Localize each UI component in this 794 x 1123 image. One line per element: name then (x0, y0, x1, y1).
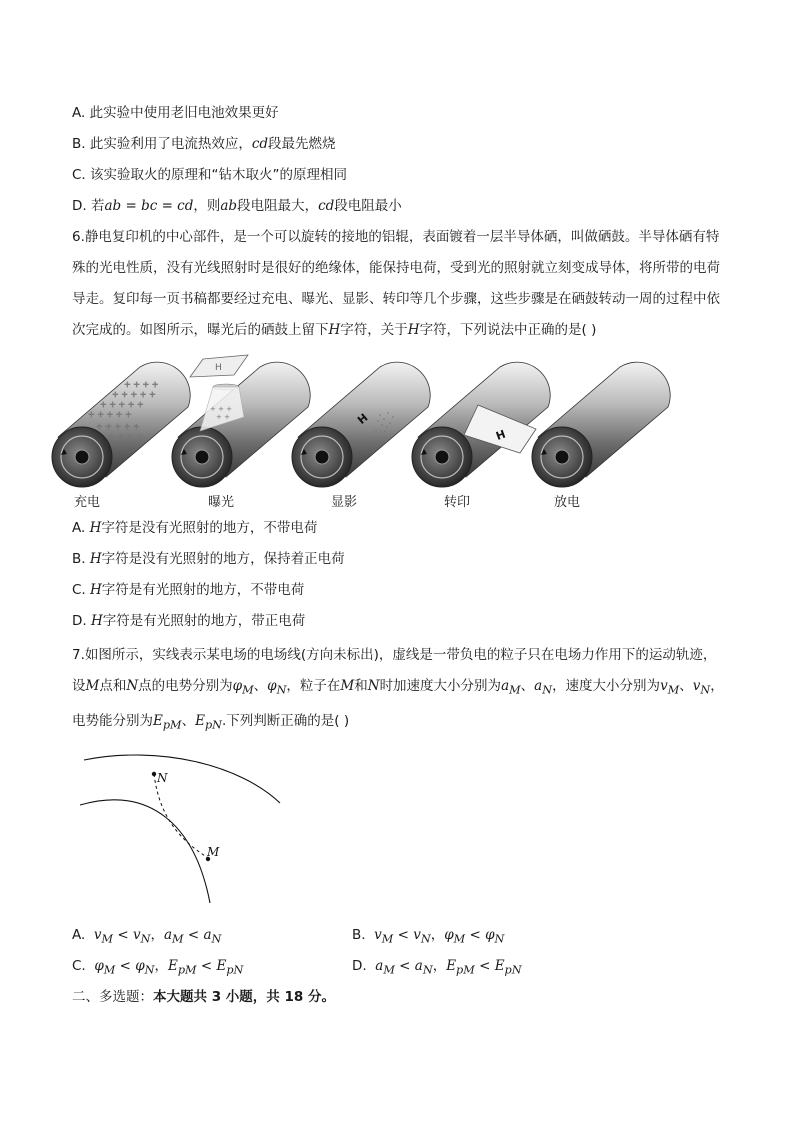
q6-stem-h: H (328, 322, 341, 338)
q7-option-c: C. $\varphi_M < \varphi_N$，$E_{pM} < E_{pN}$ (72, 958, 244, 977)
q7-stem (72, 640, 724, 740)
q7-stem-ep-n: E (195, 712, 205, 729)
q6-option-d-text: 字符是有光照射的地方，带正电荷 (102, 613, 306, 629)
svg-text:+ + + + +: + + + + + (100, 400, 144, 409)
q6-option-b (72, 549, 345, 569)
q6-option-a (72, 518, 317, 538)
q6-stem-text2: 字符，关于 (340, 322, 408, 338)
q6-option-c-text: 字符是有光照射的地方，不带电荷 (101, 582, 305, 598)
section-2-bold: 本大题共 3 小题，共 18 分。 (153, 989, 335, 1005)
q6-stem-text: 6.静电复印机的中心部件，是一个可以旋转的接地的铝辊，表面镀着一层半导体硒，叫做硒鼓。半导体硒有特殊的光电性质，没有光线照射时是很好的绝缘体，能保持电荷，受到光的照射就立刻变成导体，将所带的电荷导走。复印每一页书稿都要经过充电、曝光、显影、转印等几个步骤，这些步骤是在硒鼓转动一周的过程中依次完成的。如图所示，曝光后的硒鼓上留下 (72, 229, 720, 338)
svg-text:+ + + + +: + + + + + (112, 390, 156, 399)
q7-stem-phi-m: φ (232, 678, 243, 694)
svg-text:+ + + + +: + + + + + (88, 410, 132, 419)
drum-develop (292, 354, 430, 487)
q5-option-d-text2: ，则 (193, 198, 221, 214)
step-label-charge: 充电 (74, 495, 101, 510)
q7-stem-text1: 7.如图所示，实线表示某电场的电场线(方向未标出)，虚线是一带负电的粒子只在电场力作用下的运动轨迹，设 (72, 647, 717, 694)
q5-option-c: C. 该实验取火的原理和“钻木取火”的原理相同 (72, 167, 347, 183)
q7-stem-ep-m-sub: pM (162, 718, 182, 732)
drum-discharge (532, 354, 670, 487)
drum-charge (52, 354, 190, 487)
q7-option-a: A. $v_M < v_N$，$a_M < a_N$ (72, 927, 222, 946)
label-n: N (157, 771, 168, 785)
step-label-transfer: 转印 (444, 495, 471, 510)
step-label-discharge: 放电 (554, 495, 581, 510)
q6-option-b-letter: B. (72, 551, 90, 567)
q5-option-d-cd: cd (318, 198, 335, 214)
q6-option-a-text: 字符是没有光照射的地方，不带电荷 (101, 520, 318, 536)
q7-stem-ep-m: E (153, 712, 163, 729)
drum-exposure (172, 354, 310, 487)
q7-stem-n2: N (367, 678, 380, 694)
q7-stem-sep1: 、 (253, 678, 268, 694)
q7-stem-phi-n-sub: N (276, 683, 287, 697)
field-line-top (84, 755, 280, 803)
q6-option-b-h: H (89, 551, 102, 567)
section-2-heading (72, 987, 335, 1007)
q7-stem-a-m: a (501, 678, 510, 694)
q5-option-d (72, 196, 402, 216)
q5-option-d-text4: 段电阻最小 (334, 198, 402, 214)
trajectory-dashed (154, 774, 210, 859)
q7-stem-v-m: v (660, 678, 668, 694)
q6-option-d-h: H (90, 613, 103, 629)
q5-option-d-text: D. 若 (72, 198, 105, 214)
svg-text:+ + +: + + + (210, 405, 233, 413)
drum-transfer (412, 354, 550, 487)
q5-option-d-ab: ab (220, 198, 238, 214)
q7-stem-phi-n: φ (267, 678, 277, 694)
developed-letter: H (355, 411, 371, 427)
exposure-paper-letter: H (215, 363, 222, 373)
q7-stem-a-m-sub: M (509, 683, 521, 697)
q7-stem-sep4: 、 (181, 712, 196, 729)
q7-stem-text7: ，速度大小分别为 (552, 678, 661, 694)
q6-option-b-text: 字符是没有光照射的地方，保持着正电荷 (101, 551, 345, 567)
q7-stem-text9: .下列判断正确的是( ) (222, 712, 350, 729)
q6-stem (72, 222, 724, 346)
q6-option-c-h: H (90, 582, 102, 598)
copier-drum-figure (0, 345, 794, 515)
transfer-paper-letter: H (494, 427, 508, 443)
section-2-prefix: 二、多选题： (72, 989, 153, 1005)
q7-stem-n: N (126, 678, 139, 694)
q7-stem-text6: 时加速度大小分别为 (379, 678, 502, 694)
point-n (152, 772, 156, 776)
q6-option-c (72, 580, 304, 600)
q7-stem-m2: M (340, 678, 355, 694)
q7-stem-phi-m-sub: M (242, 683, 254, 697)
svg-text:+ +: + + (216, 413, 230, 421)
step-label-exposure: 曝光 (208, 495, 235, 510)
field-line-bottom (80, 800, 210, 903)
q5-option-b-text2: 段最先燃烧 (268, 136, 336, 152)
q6-stem-h2: H (407, 322, 420, 338)
q7-stem-sep3: 、 (679, 678, 693, 694)
q5-option-d-equation: ab = bc = cd (104, 198, 194, 214)
q7-option-d: D. $a_M < a_N$，$E_{pM} < E_{pN}$ (352, 958, 522, 977)
q5-option-b (72, 134, 336, 154)
q6-stem-text3: 字符，下列说法中正确的是( ) (419, 322, 597, 338)
q7-option-b: B. $v_M < v_N$，$\varphi_M < \varphi_N$ (352, 927, 505, 946)
q7-stem-text8: ，电势能分别为 (72, 678, 724, 729)
q7-stem-m: M (85, 678, 100, 694)
q7-stem-text5: 和 (354, 678, 368, 694)
q7-stem-text3: 点的电势分别为 (138, 678, 233, 694)
q5-option-a: A. 此实验中使用老旧电池效果更好 (72, 105, 279, 121)
svg-text:+ + + +: + + + + (124, 380, 159, 389)
svg-text:+ + + + +: + + + + + (96, 422, 140, 431)
q7-stem-v-m-sub: M (667, 683, 680, 697)
svg-text:+ + + +: + + + + (108, 432, 143, 441)
q7-stem-ep-n-sub: pN (204, 718, 222, 732)
q7-stem-text2: 点和 (99, 678, 127, 694)
q7-stem-a-n: a (534, 678, 543, 694)
q7-stem-text4: ，粒子在 (286, 678, 341, 694)
q7-stem-sep2: 、 (520, 678, 535, 694)
q7-stem-v-n-sub: N (700, 683, 711, 697)
q7-stem-v-n: v (692, 678, 701, 694)
q6-option-a-letter: A. (72, 520, 90, 536)
field-line-figure (70, 745, 310, 915)
q5-option-d-text3: 段电阻最大， (237, 198, 319, 214)
q6-option-d (72, 611, 305, 631)
label-m: M (207, 845, 220, 859)
q6-option-a-h: H (89, 520, 102, 536)
step-label-develop: 显影 (331, 495, 358, 510)
q7-stem-a-n-sub: N (542, 683, 553, 697)
q5-option-b-text: B. 此实验利用了电流热效应， (72, 136, 252, 152)
q6-option-c-letter: C. (72, 582, 91, 598)
q6-option-d-letter: D. (72, 613, 91, 629)
q5-option-b-cd: cd (251, 136, 269, 152)
